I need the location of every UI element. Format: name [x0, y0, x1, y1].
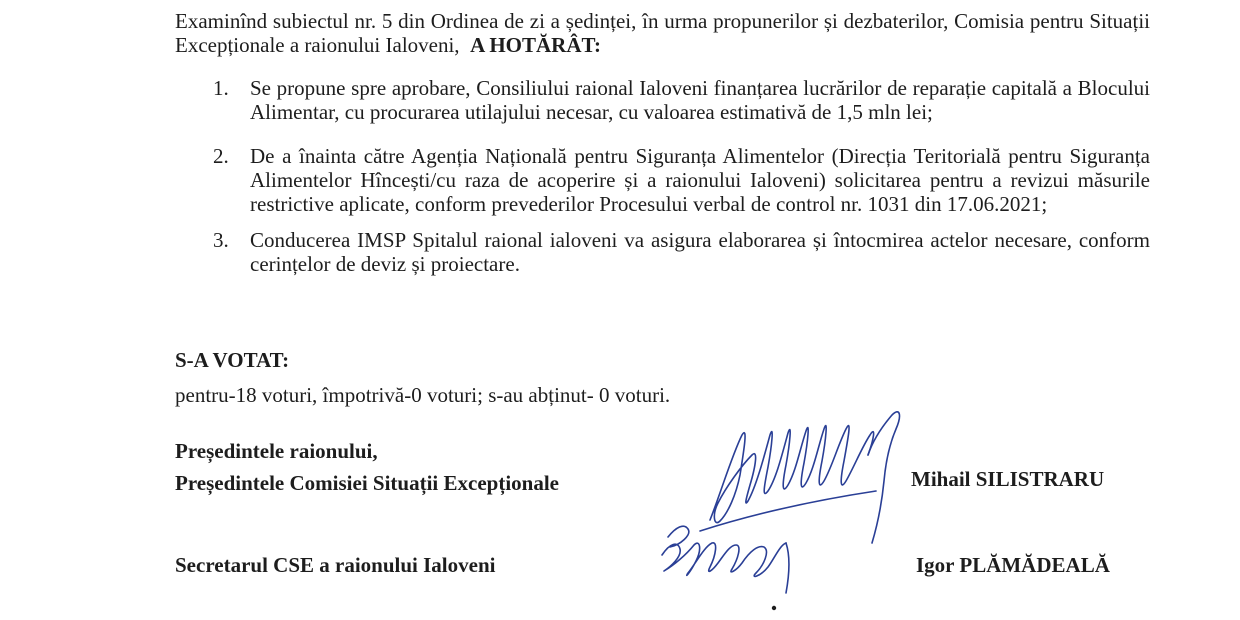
role-president: Președintele raionului, [175, 439, 378, 463]
item-number: 3. [213, 228, 229, 252]
signature-stroke-drop [786, 543, 789, 593]
signature-stroke-upper [710, 426, 874, 523]
role-secretary: Secretarul CSE a raionului Ialoveni [175, 553, 496, 577]
item-number: 1. [213, 76, 229, 100]
handwritten-signature [640, 395, 930, 620]
decision-heading: A HOTĂRÂT: [470, 33, 601, 57]
list-item [175, 76, 1150, 124]
item-text: Se propune spre aprobare, Consiliului raional Ialoveni finanțarea lucrărilor de reparație capitală a Blocului Alimentar, cu procurarea utilajului necesar, cu valoarea estimativă de 1,5 mln lei; [250, 76, 1150, 124]
list-item [175, 144, 1150, 216]
item-number: 2. [213, 144, 229, 168]
signatory-name-president: Mihail SILISTRARU [911, 467, 1105, 491]
signature-dot [772, 606, 776, 610]
list-item [175, 228, 1150, 276]
signatory-name-secretary: Igor PLĂMĂDEALĂ [916, 553, 1110, 577]
signature-stroke-lower [662, 526, 786, 576]
item-text: De a înainta către Agenția Națională pentru Siguranța Alimentelor (Direcția Teritorială pentru Siguranța Alimentelor Hîncești/cu raza de acoperire și a raionului Ialoveni) solicitarea pentru a revizui măsurile restrictive aplicate, conform prevederilor Procesului verbal de control nr. 1031 din 17.06.2021; [250, 144, 1150, 216]
intro-paragraph [175, 9, 1150, 57]
item-text: Conducerea IMSP Spitalul raional ialoveni va asigura elaborarea și întocmirea actelor necesare, conform cerințelor de deviz și proiectare. [250, 228, 1150, 276]
vote-result: pentru-18 voturi, împotrivă-0 voturi; s-au abținut- 0 voturi. [175, 383, 671, 407]
vote-title: S-A VOTAT: [175, 348, 290, 372]
role-commission-president: Președintele Comisiei Situații Excepționale [175, 471, 559, 495]
decision-list [175, 76, 1150, 288]
signatory-roles [175, 435, 559, 499]
intro-text: Examinînd subiectul nr. 5 din Ordinea de zi a ședinței, în urma propunerilor și dezbaterilor, Comisia pentru Situații Excepționale a raionului Ialoveni, [175, 9, 1150, 57]
